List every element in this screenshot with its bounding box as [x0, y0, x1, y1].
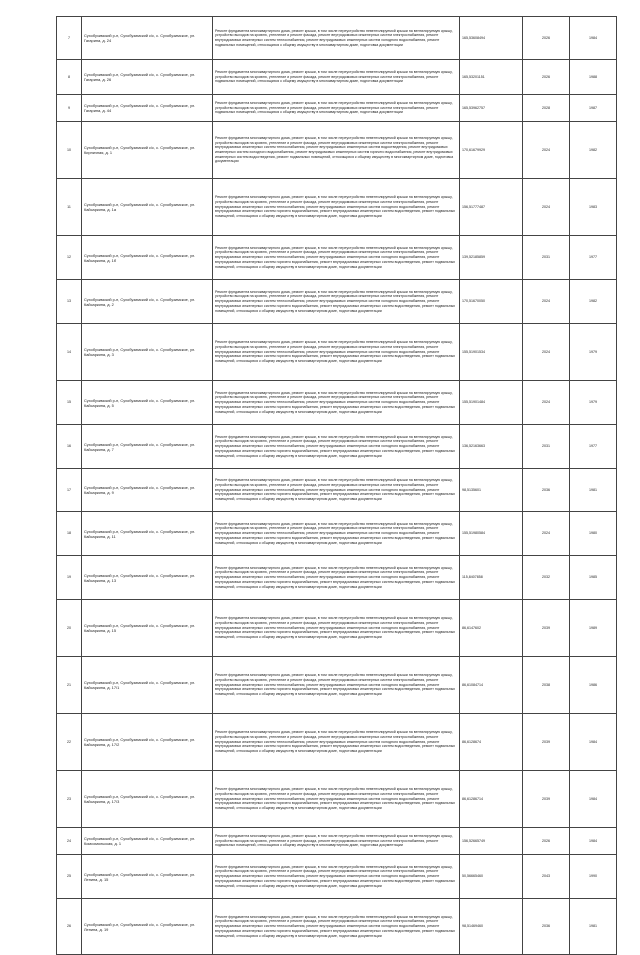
address-cell: Сухобузимский р-н, Сухобузимский с/с, с. Сухобузимское, ул. Гагарина, д. 24 — [82, 17, 213, 60]
area-cell: 155,51901484 — [460, 381, 523, 425]
row-number: 14 — [57, 324, 82, 381]
row-number: 13 — [57, 280, 82, 324]
table-body — [57, 17, 617, 955]
address-cell: Сухобузимский р-н, Сухобузимский с/с, с. Сухобузимское, ул. Гагарина, д. 26 — [82, 60, 213, 95]
repair-year-cell: 2026 — [523, 60, 570, 95]
table-row — [57, 425, 617, 469]
area-cell: 156,52665749 — [460, 828, 523, 855]
repair-year-cell: 2043 — [523, 855, 570, 899]
build-year-cell: 1985 — [570, 556, 617, 600]
build-year-cell: 1981 — [570, 469, 617, 512]
address-cell: Сухобузимский р-н, Сухобузимский с/с, с. Сухобузимское, ул. Кайсаркина, д. 17/1 — [82, 657, 213, 714]
repair-year-cell: 2039 — [523, 714, 570, 771]
works-cell: Ремонт фундамента многоквартирного дома, ремонт крыши, в том числе переустройство невентилируемой крыши на вентилируемую крышу, устройство выходов на кровлю, утепление и ремонт фасада, ремонт внутридомовых инженерных систем электроснабжения, ремонт внутридомовых инженерных систем теплоснабжения, ремонт внутридомовых инженерных систем холодного водоснабжения, ремонт внутридомовых инженерных систем горячего водоснабжения, ремонт внутридомовых инженерных систем водоотведения, ремонт подвальных помещений, относящихся к общему имуществу в многоквартирном доме, подготовка документации — [213, 469, 460, 512]
address-cell: Сухобузимский р-н, Сухобузимский с/с, с. Сухобузимское, ул. Кирпичная, д. 1 — [82, 122, 213, 179]
works-cell: Ремонт фундамента многоквартирного дома, ремонт крыши, в том числе переустройство невентилируемой крыши на вентилируемую крышу, устройство выходов на кровлю, утепление и ремонт фасада, ремонт внутридомовых инженерных систем электроснабжения, ремонт внутридомовых инженерных систем теплоснабжения, ремонт внутридомовых инженерных систем холодного водоснабжения, ремонт внутридомовых инженерных систем горячего водоснабжения, ремонт внутридомовых инженерных систем водоотведения, ремонт подвальных помещений, относящихся к общему имуществу в многоквартирном доме, подготовка документации — [213, 855, 460, 899]
build-year-cell: 1982 — [570, 122, 617, 179]
row-number: 21 — [57, 657, 82, 714]
area-cell: 115,8407858 — [460, 556, 523, 600]
row-number: 18 — [57, 512, 82, 556]
table-row — [57, 714, 617, 771]
address-cell: Сухобузимский р-н, Сухобузимский с/с, с. Сухобузимское, ул. Кайсаркина, д. 13 — [82, 556, 213, 600]
repair-year-cell: 2039 — [523, 771, 570, 828]
area-cell: 98,51469460 — [460, 899, 523, 955]
table-row — [57, 122, 617, 179]
row-number: 19 — [57, 556, 82, 600]
table-row — [57, 556, 617, 600]
works-cell: Ремонт фундамента многоквартирного дома, ремонт крыши, в том числе переустройство невентилируемой крыши на вентилируемую крышу, устройство выходов на кровлю, утепление и ремонт фасада, ремонт внутридомовых инженерных систем электроснабжения, ремонт внутридомовых инженерных систем теплоснабжения, ремонт внутридомовых инженерных систем холодного водоснабжения, ремонт внутридомовых инженерных систем горячего водоснабжения, ремонт внутридомовых инженерных систем водоотведения, ремонт подвальных помещений, относящихся к общему имуществу в многоквартирном доме, подготовка документации — [213, 899, 460, 955]
build-year-cell: 1980 — [570, 512, 617, 556]
address-cell: Сухобузимский р-н, Сухобузимский с/с, с. Сухобузимское, ул. Кайсаркина, д. 1б — [82, 236, 213, 280]
area-cell: 165,53201151 — [460, 60, 523, 95]
table-row — [57, 600, 617, 657]
address-cell: Сухобузимский р-н, Сухобузимский с/с, с. Сухобузимское, ул. Кайсаркина, д. 11 — [82, 512, 213, 556]
works-cell: Ремонт фундамента многоквартирного дома, ремонт крыши, в том числе переустройство невентилируемой крыши на вентилируемую крышу, устройство выходов на кровлю, утепление и ремонт фасада, ремонт внутридомовых инженерных систем электроснабжения, ремонт внутридомовых инженерных систем теплоснабжения, ремонт внутридомовых инженерных систем холодного водоснабжения, ремонт внутридомовых инженерных систем горячего водоснабжения, ремонт внутридомовых инженерных систем водоотведения, ремонт подвальных помещений, относящихся к общему имуществу в многоквартирном доме, подготовка документации — [213, 512, 460, 556]
build-year-cell: 1984 — [570, 771, 617, 828]
address-cell: Сухобузимский р-н, Сухобузимский с/с, с. Сухобузимское, ул. Кайсаркина, д. 9 — [82, 469, 213, 512]
table-row — [57, 469, 617, 512]
table-row — [57, 95, 617, 122]
build-year-cell: 1984 — [570, 714, 617, 771]
repair-year-cell: 2024 — [523, 122, 570, 179]
repair-year-cell: 2036 — [523, 469, 570, 512]
build-year-cell: 1984 — [570, 828, 617, 855]
area-cell: 98,5135601 — [460, 469, 523, 512]
build-year-cell: 1982 — [570, 280, 617, 324]
table-row — [57, 855, 617, 899]
repair-year-cell: 2024 — [523, 280, 570, 324]
works-cell: Ремонт фундамента многоквартирного дома, ремонт крыши, в том числе переустройство невентилируемой крыши на вентилируемую крышу, устройство выходов на кровлю, утепление и ремонт фасада, ремонт внутридомовых инженерных систем электроснабжения, ремонт внутридомовых инженерных систем теплоснабжения, ремонт внутридомовых инженерных систем холодного водоснабжения, ремонт внутридомовых инженерных систем горячего водоснабжения, ремонт внутридомовых инженерных систем водоотведения, ремонт подвальных помещений, относящихся к общему имуществу в многоквартирном доме, подготовка документации — [213, 324, 460, 381]
row-number: 17 — [57, 469, 82, 512]
table-row — [57, 236, 617, 280]
repair-year-cell: 2024 — [523, 381, 570, 425]
area-cell: 156,51777487 — [460, 179, 523, 236]
area-cell: 170,61679929 — [460, 122, 523, 179]
address-cell: Сухобузимский р-н, Сухобузимский с/с, с. Сухобузимское, ул. Кайсаркина, д. 15 — [82, 600, 213, 657]
works-cell: Ремонт фундамента многоквартирного дома, ремонт крыши, в том числе переустройство невентилируемой крыши на вентилируемую крышу, устройство выходов на кровлю, утепление и ремонт фасада, ремонт внутридомовых инженерных систем электроснабжения, ремонт внутридомовых инженерных систем теплоснабжения, ремонт внутридомовых инженерных систем холодного водоснабжения, ремонт внутридомовых инженерных систем горячего водоснабжения, ремонт внутридомовых инженерных систем водоотведения, ремонт подвальных помещений, относящихся к общему имуществу в многоквартирном доме, подготовка документации — [213, 771, 460, 828]
table-row — [57, 899, 617, 955]
table-row — [57, 657, 617, 714]
row-number: 22 — [57, 714, 82, 771]
works-cell: Ремонт фундамента многоквартирного дома, ремонт крыши, в том числе переустройство невентилируемой крыши на вентилируемую крышу, устройство выходов на кровлю, утепление и ремонт фасада, ремонт внутридомовых инженерных систем электроснабжения, ремонт подвальных помещений, относящихся к общему имуществу в многоквартирном доме, подготовка документации — [213, 95, 460, 122]
build-year-cell: 1981 — [570, 899, 617, 955]
address-cell: Сухобузимский р-н, Сухобузимский с/с, с. Сухобузимское, ул. Комсомольская, д. 1 — [82, 828, 213, 855]
repair-year-cell: 2036 — [523, 899, 570, 955]
table-row — [57, 771, 617, 828]
works-cell: Ремонт фундамента многоквартирного дома, ремонт крыши, в том числе переустройство невентилируемой крыши на вентилируемую крышу, устройство выходов на кровлю, утепление и ремонт фасада, ремонт внутридомовых инженерных систем электроснабжения, ремонт подвальных помещений, относящихся к общему имуществу в многоквартирном доме, подготовка документации — [213, 828, 460, 855]
area-cell: 155,51901534 — [460, 324, 523, 381]
works-cell: Ремонт фундамента многоквартирного дома, ремонт крыши, в том числе переустройство невентилируемой крыши на вентилируемую крышу, устройство выходов на кровлю, утепление и ремонт фасада, ремонт внутридомовых инженерных систем электроснабжения, ремонт внутридомовых инженерных систем теплоснабжения, ремонт внутридомовых инженерных систем холодного водоснабжения, ремонт внутридомовых инженерных систем горячего водоснабжения, ремонт внутридомовых инженерных систем водоотведения, ремонт подвальных помещений, относящихся к общему имуществу в многоквартирном доме, подготовка документации — [213, 236, 460, 280]
table-row — [57, 381, 617, 425]
table-row — [57, 179, 617, 236]
row-number: 24 — [57, 828, 82, 855]
address-cell: Сухобузимский р-н, Сухобузимский с/с, с. Сухобузимское, ул. Кайсаркина, д. 7 — [82, 425, 213, 469]
build-year-cell: 1987 — [570, 95, 617, 122]
works-cell: Ремонт фундамента многоквартирного дома, ремонт крыши, в том числе переустройство невентилируемой крыши на вентилируемую крышу, устройство выходов на кровлю, утепление и ремонт фасада, ремонт внутридомовых инженерных систем электроснабжения, ремонт внутридомовых инженерных систем теплоснабжения, ремонт внутридомовых инженерных систем холодного водоснабжения, ремонт внутридомовых инженерных систем горячего водоснабжения, ремонт внутридомовых инженерных систем водоотведения, ремонт подвальных помещений, относящихся к общему имуществу в многоквартирном доме, подготовка документации — [213, 280, 460, 324]
repair-year-cell: 2024 — [523, 324, 570, 381]
table-row — [57, 324, 617, 381]
table-row — [57, 828, 617, 855]
row-number: 11 — [57, 179, 82, 236]
table-row — [57, 60, 617, 95]
build-year-cell: 1989 — [570, 600, 617, 657]
build-year-cell: 1977 — [570, 236, 617, 280]
repair-year-cell: 2024 — [523, 512, 570, 556]
area-cell: 50,56665460 — [460, 855, 523, 899]
address-cell: Сухобузимский р-н, Сухобузимский с/с, с. Сухобузимское, ул. Кайсаркина, д. 5 — [82, 381, 213, 425]
row-number: 10 — [57, 122, 82, 179]
row-number: 15 — [57, 381, 82, 425]
area-cell: 155,51980584 — [460, 512, 523, 556]
table-row — [57, 280, 617, 324]
works-cell: Ремонт фундамента многоквартирного дома, ремонт крыши, в том числе переустройство невентилируемой крыши на вентилируемую крышу, устройство выходов на кровлю, утепление и ремонт фасада, ремонт внутридомовых инженерных систем электроснабжения, ремонт внутридомовых инженерных систем теплоснабжения, ремонт внутридомовых инженерных систем холодного водоснабжения, ремонт внутридомовых инженерных систем горячего водоснабжения, ремонт внутридомовых инженерных систем водоотведения, ремонт подвальных помещений, относящихся к общему имуществу в многоквартирном доме, подготовка документации — [213, 425, 460, 469]
table-row — [57, 512, 617, 556]
build-year-cell: 1990 — [570, 855, 617, 899]
row-number: 20 — [57, 600, 82, 657]
repair-year-cell: 2039 — [523, 600, 570, 657]
build-year-cell: 1984 — [570, 17, 617, 60]
address-cell: Сухобузимский р-н, Сухобузимский с/с, с. Сухобузимское, ул. Ленина, д. 15 — [82, 855, 213, 899]
build-year-cell: 1983 — [570, 179, 617, 236]
build-year-cell: 1979 — [570, 381, 617, 425]
works-cell: Ремонт фундамента многоквартирного дома, ремонт крыши, в том числе переустройство невентилируемой крыши на вентилируемую крышу, устройство выходов на кровлю, утепление и ремонт фасада, ремонт внутридомовых инженерных систем электроснабжения, ремонт внутридомовых инженерных систем теплоснабжения, ремонт внутридомовых инженерных систем холодного водоснабжения, ремонт внутридомовых инженерных систем горячего водоснабжения, ремонт внутридомовых инженерных систем водоотведения, ремонт подвальных помещений, относящихся к общему имуществу в многоквартирном доме, подготовка документации — [213, 714, 460, 771]
area-cell: 86,6128674 — [460, 714, 523, 771]
area-cell: 86,61286714 — [460, 771, 523, 828]
works-cell: Ремонт фундамента многоквартирного дома, ремонт крыши, в том числе переустройство невентилируемой крыши на вентилируемую крышу, устройство выходов на кровлю, утепление и ремонт фасада, ремонт внутридомовых инженерных систем электроснабжения, ремонт подвальных помещений, относящихся к общему имуществу в многоквартирном доме, подготовка документации — [213, 60, 460, 95]
address-cell: Сухобузимский р-н, Сухобузимский с/с, с. Сухобузимское, ул. Кайсаркина, д. 3 — [82, 324, 213, 381]
row-number: 16 — [57, 425, 82, 469]
area-cell: 136,52163663 — [460, 425, 523, 469]
address-cell: Сухобузимский р-н, Сухобузимский с/с, с. Сухобузимское, ул. Кайсаркина, д. 1а — [82, 179, 213, 236]
repair-year-cell: 2028 — [523, 95, 570, 122]
works-cell: Ремонт фундамента многоквартирного дома, ремонт крыши, в том числе переустройство невентилируемой крыши на вентилируемую крышу, устройство выходов на кровлю, утепление и ремонт фасада, ремонт внутридомовых инженерных систем электроснабжения, ремонт внутридомовых инженерных систем теплоснабжения, ремонт внутридомовых инженерных систем холодного водоснабжения, ремонт подвальных помещений, относящихся к общему имуществу в многоквартирном доме, подготовка документации — [213, 17, 460, 60]
address-cell: Сухобузимский р-н, Сухобузимский с/с, с. Сухобузимское, ул. Кайсаркина, д. 17/2 — [82, 714, 213, 771]
housing-repair-table — [56, 16, 617, 955]
address-cell: Сухобузимский р-н, Сухобузимский с/с, с. Сухобузимское, ул. Гагарина, д. 44 — [82, 95, 213, 122]
row-number: 26 — [57, 899, 82, 955]
row-number: 7 — [57, 17, 82, 60]
document-page — [56, 16, 597, 955]
row-number: 9 — [57, 95, 82, 122]
area-cell: 170,51670050 — [460, 280, 523, 324]
address-cell: Сухобузимский р-н, Сухобузимский с/с, с. Сухобузимское, ул. Кайсаркина, д. 2 — [82, 280, 213, 324]
works-cell: Ремонт фундамента многоквартирного дома, ремонт крыши, в том числе переустройство невентилируемой крыши на вентилируемую крышу, устройство выходов на кровлю, утепление и ремонт фасада, ремонт внутридомовых инженерных систем электроснабжения, ремонт внутридомовых инженерных систем теплоснабжения, ремонт внутридомовых инженерных систем холодного водоснабжения, ремонт внутридомовых инженерных систем горячего водоснабжения, ремонт внутридомовых инженерных систем водоотведения, ремонт подвальных помещений, относящихся к общему имуществу в многоквартирном доме, подготовка документации — [213, 179, 460, 236]
repair-year-cell: 2026 — [523, 17, 570, 60]
works-cell: Ремонт фундамента многоквартирного дома, ремонт крыши, в том числе переустройство невентилируемой крыши на вентилируемую крышу, устройство выходов на кровлю, утепление и ремонт фасада, ремонт внутридомовых инженерных систем электроснабжения, ремонт внутридомовых инженерных систем теплоснабжения, ремонт внутридомовых инженерных систем холодного водоснабжения, ремонт внутридомовых инженерных систем горячего водоснабжения, ремонт внутридомовых инженерных систем водоотведения, ремонт подвальных помещений, относящихся к общему имуществу в многоквартирном доме, подготовка документации — [213, 657, 460, 714]
area-cell: 86,61084714 — [460, 657, 523, 714]
row-number: 25 — [57, 855, 82, 899]
repair-year-cell: 2038 — [523, 657, 570, 714]
row-number: 8 — [57, 60, 82, 95]
works-cell: Ремонт фундамента многоквартирного дома, ремонт крыши, в том числе переустройство невентилируемой крыши на вентилируемую крышу, устройство выходов на кровлю, утепление и ремонт фасада, ремонт внутридомовых инженерных систем электроснабжения, ремонт внутридомовых инженерных систем теплоснабжения, ремонт внутридомовых инженерных систем холодного водоснабжения, ремонт внутридомовых инженерных систем горячего водоснабжения, ремонт внутридомовых инженерных систем водоотведения, ремонт подвальных помещений, относящихся к общему имуществу в многоквартирном доме, подготовка документации — [213, 556, 460, 600]
repair-year-cell: 2024 — [523, 179, 570, 236]
row-number: 12 — [57, 236, 82, 280]
works-cell: Ремонт фундамента многоквартирного дома, ремонт крыши, в том числе переустройство невентилируемой крыши на вентилируемую крышу, устройство выходов на кровлю, утепление и ремонт фасада, ремонт внутридомовых инженерных систем электроснабжения, ремонт внутридомовых инженерных систем теплоснабжения, ремонт внутридомовых инженерных систем холодного водоснабжения, ремонт внутридомовых инженерных систем горячего водоснабжения, ремонт внутридомовых инженерных систем водоотведения, ремонт подвальных помещений, относящихся к общему имуществу в многоквартирном доме, подготовка документации — [213, 381, 460, 425]
build-year-cell: 1979 — [570, 324, 617, 381]
repair-year-cell: 2031 — [523, 236, 570, 280]
repair-year-cell: 2031 — [523, 425, 570, 469]
address-cell: Сухобузимский р-н, Сухобузимский с/с, с. Сухобузимское, ул. Кайсаркина, д. 17/3 — [82, 771, 213, 828]
build-year-cell: 1977 — [570, 425, 617, 469]
area-cell: 165,53608494 — [460, 17, 523, 60]
repair-year-cell: 2026 — [523, 828, 570, 855]
works-cell: Ремонт фундамента многоквартирного дома, ремонт крыши, в том числе переустройство невентилируемой крыши на вентилируемую крышу, устройство выходов на кровлю, утепление и ремонт фасада, ремонт внутридомовых инженерных систем электроснабжения, ремонт внутридомовых инженерных систем теплоснабжения, ремонт внутридомовых инженерных систем водоотведения, ремонт внутридомовых инженерных систем холодного водоснабжения, ремонт внутридомовых инженерных систем горячего водоснабжения, ремонт внутридомовых инженерных систем водоотведения, ремонт подвальных помещений, относящихся к общему имуществу в многоквартирном доме, подготовка документации — [213, 122, 460, 179]
area-cell: 165,53962757 — [460, 95, 523, 122]
works-cell: Ремонт фундамента многоквартирного дома, ремонт крыши, в том числе переустройство невентилируемой крыши на вентилируемую крышу, устройство выходов на кровлю, утепление и ремонт фасада, ремонт внутридомовых инженерных систем электроснабжения, ремонт внутридомовых инженерных систем теплоснабжения, ремонт внутридомовых инженерных систем холодного водоснабжения, ремонт внутридомовых инженерных систем горячего водоснабжения, ремонт внутридомовых инженерных систем водоотведения, ремонт подвальных помещений, относящихся к общему имуществу в многоквартирном доме, подготовка документации — [213, 600, 460, 657]
row-number: 23 — [57, 771, 82, 828]
area-cell: 139,52185859 — [460, 236, 523, 280]
repair-year-cell: 2032 — [523, 556, 570, 600]
build-year-cell: 1988 — [570, 60, 617, 95]
area-cell: 86,6147602 — [460, 600, 523, 657]
table-row — [57, 17, 617, 60]
address-cell: Сухобузимский р-н, Сухобузимский с/с, с. Сухобузимское, ул. Ленина, д. 19 — [82, 899, 213, 955]
build-year-cell: 1986 — [570, 657, 617, 714]
